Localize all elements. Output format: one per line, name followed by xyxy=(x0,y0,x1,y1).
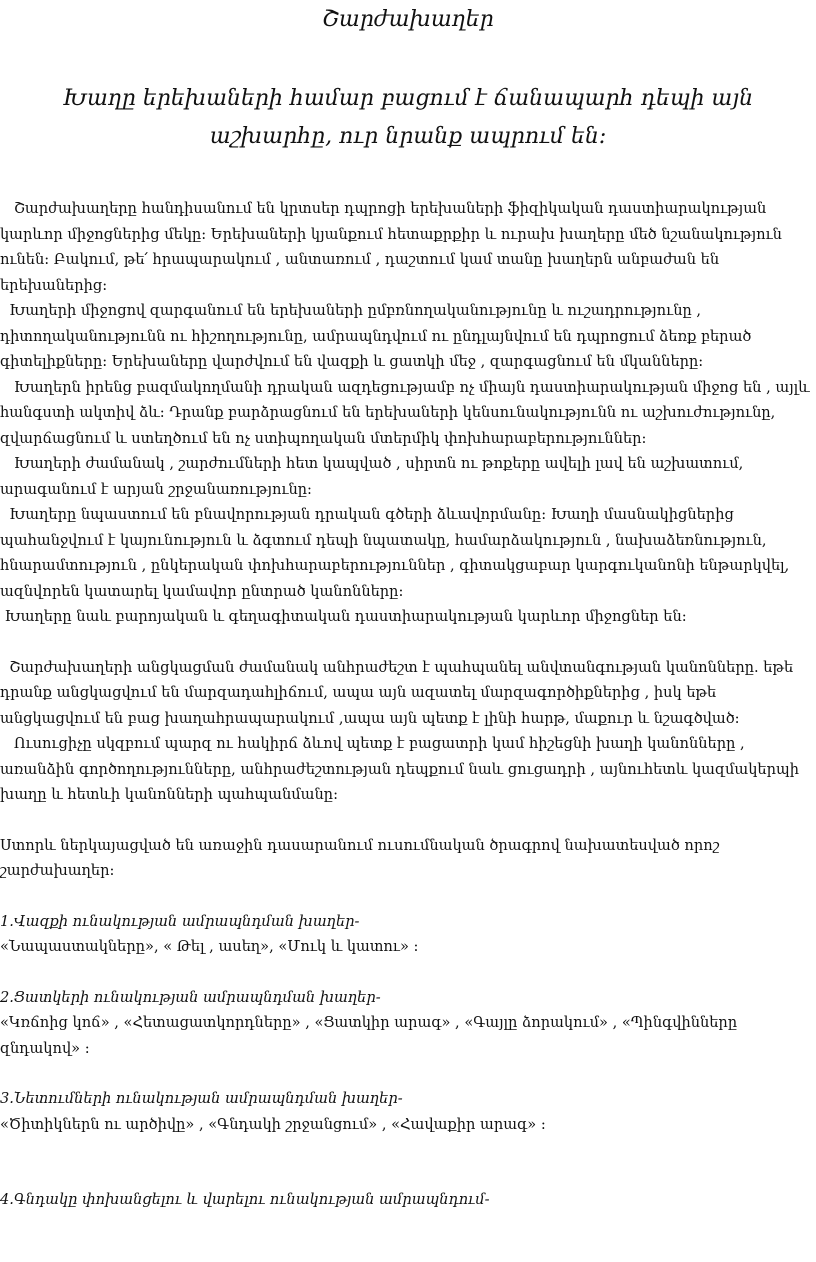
section-heading: 2.Ցատկերի ունակության ամրապնդման խաղեր- xyxy=(0,988,381,1006)
games-list: «Նապաստակները», « Թել , ասեղ», «Մուկ և կատու» : xyxy=(0,938,419,955)
paragraph: Շարժախաղերի անցկացման ժամանակ անհրաժեշտ է պահպանել անվտանգության կանոնները. եթե դրանք անցկացվում են մարզադահլիճում, ապա այն ազատել մարզագործիքներից , իսկ եթե անցկացվում են բաց խաղահրապարակում ,ապա այն պետք է լինի հարթ, մաքուր և նշագծված: xyxy=(0,658,798,727)
paragraph: Խաղերը նպաստում են բնավորության դրական գծերի ձևավորմանը: Խաղի մասնակիցներից պահանջվում է կայունություն և ձգտում դեպի նպատակը, համարձակություն , նախաձեռնություն, հնարամտություն , ընկերական փոխհարաբերություններ , գիտակցաբար կարգուկանոնի ենթարկվել, ազնվորեն կատարել կամավոր ընտրած կանոնները: xyxy=(0,506,794,600)
document-body xyxy=(0,196,815,1213)
games-list: «Կռճոից կոճ» , «Հետացատկորդները» , «Ցատկիր արագ» , «Գայլը ձորակում» , «Պինգվինները զնդակով» : xyxy=(0,1014,738,1057)
spacer xyxy=(0,630,812,655)
paragraph: Շարժախաղերը հանդիսանում են կրտսեր դպրոցի երեխաների ֆիզիկական դաստիարակության կարևոր միջոցներից մեկը: Երեխաների կյանքում հետաքրքիր և ուրախ խաղերը մեծ նշանակություն ունեն: Բակում, թե՛ հրապարակում , անտառում , դաշտում կամ տանը խաղերն անբաժան են երեխաներից: xyxy=(0,200,787,294)
spacer xyxy=(0,1061,812,1086)
paragraph: Խաղերի միջոցով զարգանում են երեխաների ըմբռնողականությունը և ուշադրությունը , դիտողականությունն ու հիշողությունը, ամրապնդվում ու ընդլայնվում են դպրոցում ձեռք բերած գիտելիքները: Երեխաները վարժվում են վազքի և ցատկի մեջ , զարգացնում են մկանները: xyxy=(0,302,757,370)
section-heading: 1.Վազքի ունակության ամրապնդման խաղեր- xyxy=(0,912,360,930)
spacer xyxy=(0,808,812,833)
paragraph: Խաղերն իրենց բազմակողմանի դրական ազդեցությամբ ոչ միայն դաստիարակության միջոց են , այլև հանգստի ակտիվ ձև: Դրանք բարձրացնում են երեխաների կենսունակությունն ու աշխուժությունը, զվարճացնում և ստեղծում են ոչ ստիպողական մտերմիկ փոխհարաբերություններ: xyxy=(0,378,815,447)
section-heading: 4.Գնդակը փոխանցելու և վարելու ունակության ամրապնդում- xyxy=(0,1191,490,1208)
spacer xyxy=(0,960,812,985)
document-subtitle: Խաղը երեխաների համար բացում է ճանապարհ դեպի այն աշխարհը, ուր նրանք ապրում են: xyxy=(62,86,754,149)
paragraph: Ստորև ներկայացված են առաջին դասարանում ուսումնական ծրագրով նախատեսված որոշ շարժախաղեր: xyxy=(0,836,725,879)
spacer xyxy=(0,1137,812,1187)
document-title: Շարժախաղեր xyxy=(322,7,494,32)
paragraph: Խաղերը նաև բարոյական և գեղագիտական դաստիարակության կարևոր միջոցներ են: xyxy=(0,608,687,625)
section-heading: 3.Նետումների ունակության ամրապնդման խաղեր- xyxy=(0,1090,403,1107)
spacer xyxy=(0,884,812,909)
games-list: «Ծիտիկներն ու արծիվը» , «Գնդակի շրջանցում» , «Հավաքիր արագ» : xyxy=(0,1115,546,1133)
paragraph: Խաղերի ժամանակ , շարժումների հետ կապված , սիրտն ու թոքերը ավելի լավ են աշխատում, արագանում է արյան շրջանառությունը: xyxy=(0,455,748,498)
paragraph: Ուսուցիչը սկզբում պարզ ու հակիրճ ձևով պետք է բացատրի կամ հիշեցնի խաղի կանոնները , առանձին գործողությունները, անհրաժեշտության դեպքում նաև ցուցադրի , այնուհետև կազմակերպի խաղը և հետևի կանոնների պահպանմանը: xyxy=(0,735,804,803)
